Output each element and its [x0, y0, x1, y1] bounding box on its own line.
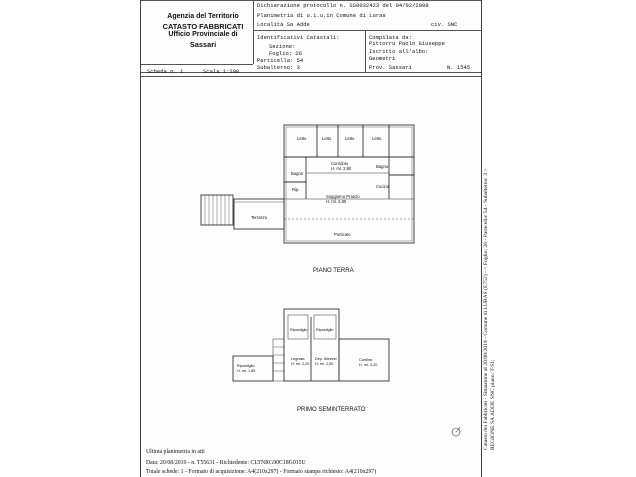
- footer-date: Data: 20/08/2019 - n. T55631 - Richiedente: CLTNRG90C18G015U: [146, 460, 306, 466]
- room-dep-attrezzi-height: H. ml. 2,50: [315, 362, 334, 366]
- identifiers-sezione: Sezione:: [269, 43, 296, 50]
- compiled-albo: Iscritto all'albo:: [369, 48, 429, 55]
- ground-floor-inner-wall: [286, 127, 412, 241]
- office-catasto: CATASTO FABBRICATI: [162, 22, 244, 31]
- ground-floor-outline: [284, 125, 414, 243]
- floor-plan-drawing: [141, 77, 481, 477]
- room-ripostiglio-a: Ripostiglio: [290, 328, 308, 332]
- side-note: [483, 120, 509, 450]
- room-bagno-1: Bagno: [291, 171, 304, 176]
- document-sheet: [140, 0, 482, 477]
- compiled-title: Compilata da:: [369, 34, 412, 41]
- footer-last-plan: Ultima planimetria in atti: [146, 449, 205, 455]
- ripostiglio-a-outline: [288, 315, 308, 339]
- identifiers-subalterno: Subalterno: 3: [257, 64, 300, 71]
- room-ripostiglio: Rip.: [292, 187, 300, 192]
- room-ripostiglio-left-height: H. ml. 1,85: [237, 369, 256, 373]
- office-city: Sassari: [189, 40, 217, 49]
- side-note-line-2: REGIONE SA ADDE SNC piano: T-S1;: [489, 359, 496, 450]
- room-ripostiglio-left: Ripostiglio: [237, 364, 255, 368]
- header-bottom-border: [141, 72, 481, 73]
- basement-stair: [273, 339, 284, 381]
- identifiers-title: Identificativi Catastali:: [257, 34, 340, 41]
- header-divider-office: [141, 64, 253, 65]
- office-ufficio: Ufficio Provinciale di: [168, 31, 238, 38]
- compiled-number: N. 1545: [447, 64, 471, 71]
- ground-floor-title: PIANO TERRA: [313, 268, 354, 274]
- room-letto-2: Letto: [322, 136, 332, 141]
- header-top-border: [141, 0, 481, 1]
- civic-number: civ. SNC: [431, 21, 458, 28]
- room-cantina-height: H. ml. 2,20: [359, 363, 378, 367]
- room-corridoio: Corridoio: [331, 161, 348, 166]
- terrace-outline: [234, 199, 284, 229]
- room-letto-1: Letto: [297, 136, 307, 141]
- locality-line: Località Sa Adde: [257, 21, 310, 28]
- scale-label: Scala 1:200: [203, 68, 240, 75]
- compiled-province: Prov. Sassari: [369, 64, 412, 71]
- header-divider-compiled: [365, 30, 366, 72]
- room-letto-3: Letto: [345, 136, 355, 141]
- room-corridoio-height: H. ml. 2,80: [331, 166, 352, 171]
- room-soggiorno: Soggiorno Pranzo: [326, 194, 360, 199]
- room-bagno-2: Bagno: [376, 164, 389, 169]
- side-note-line-1: Catasto dei Fabbricati - Situazione al 20/08/2019 - Comune di LURAS (E752) - < Foglio: 26 - Particella: 54 - Subalterno: 3 >: [483, 168, 489, 450]
- basement-left-block: [284, 309, 339, 381]
- protocol-line: Dichiarazione protocollo n. SS0032423 del 04/02/2008: [257, 2, 429, 9]
- room-legnaia-height: H. ml. 2,20: [291, 362, 310, 366]
- room-porticato: Porticato: [334, 232, 351, 237]
- room-letto-4: Letto: [372, 136, 382, 141]
- room-dep-attrezzi: Dep. Attrezzi: [315, 357, 337, 361]
- compiled-profession: Geometri: [369, 55, 396, 62]
- scheda-label: Scheda n. 1: [147, 68, 184, 75]
- room-terrazzo: Terrazzo: [251, 215, 268, 220]
- room-legnaia: Legnaia: [291, 357, 305, 361]
- office-agency: Agenzia del Territorio: [167, 13, 239, 20]
- room-cucina: Cucina: [376, 184, 390, 189]
- identifiers-particella: Particella: 54: [257, 57, 304, 64]
- compiled-name: Pittorru Paolo Giuseppe: [369, 40, 445, 47]
- ripostiglio-b-outline: [314, 315, 336, 339]
- room-soggiorno-height: H. ml. 2,80: [326, 199, 347, 204]
- plan-line: Planimetria di u.i.u.in Comune di Luras: [257, 12, 386, 19]
- footer-total: Totale schede: 1 - Formato di acquisizione: A4(210x297) - Formato stampa richiesto: A4(210x297): [146, 469, 377, 475]
- room-ripostiglio-b: Ripostiglio: [316, 328, 334, 332]
- identifiers-foglio: Foglio: 26: [269, 50, 303, 57]
- header-divider-horizontal: [253, 30, 481, 31]
- room-cantina: Cantina: [359, 358, 373, 362]
- basement-title: PRIMO SEMINTERRATO: [297, 407, 366, 413]
